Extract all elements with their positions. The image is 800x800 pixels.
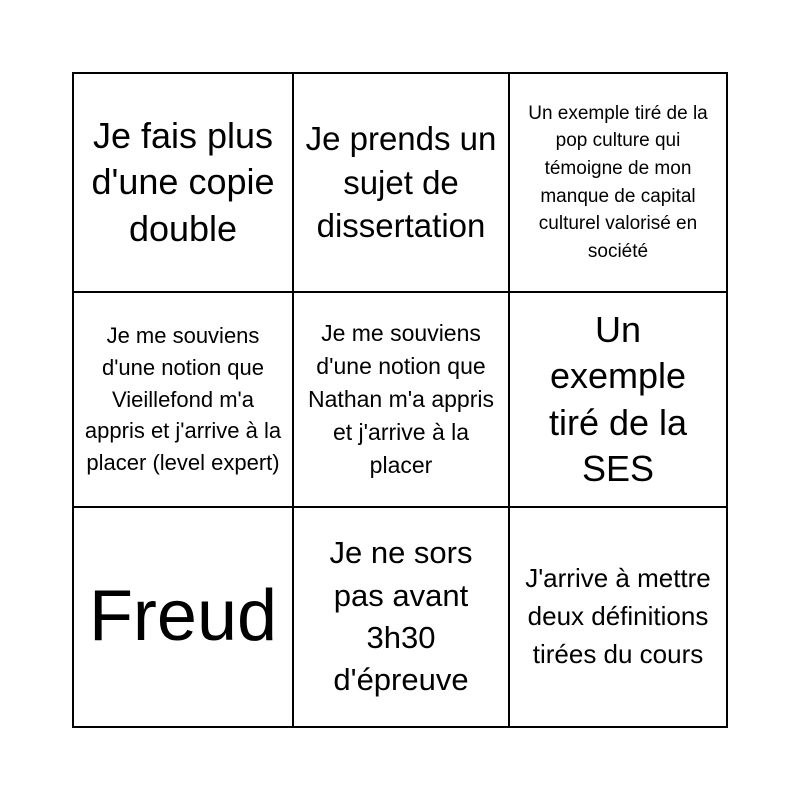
- cell-text: Un exemple tiré de la SES: [548, 308, 688, 489]
- cell-text: Je ne sors pas avant 3h30 d'épreuve: [329, 535, 473, 698]
- bingo-cell[interactable]: [74, 291, 292, 508]
- bingo-cell[interactable]: [292, 508, 510, 726]
- bingo-cell[interactable]: [510, 291, 726, 508]
- cell-text: Je me souviens d'une notion que Vieillefond m'a appris et j'arrive à la placer (level expert): [84, 322, 282, 476]
- bingo-cell[interactable]: [510, 74, 726, 291]
- cell-text: Un exemple tiré de la pop culture qui témoigne de mon manque de capital culturel valorisé en société: [528, 102, 708, 262]
- bingo-cell[interactable]: [510, 508, 726, 726]
- cell-text: J'arrive à mettre deux définitions tirées du cours: [525, 563, 711, 669]
- cell-text: Freud: [88, 576, 278, 657]
- bingo-cell[interactable]: [74, 508, 292, 726]
- cell-text: Je me souviens d'une notion que Nathan m'a appris et j'arrive à la placer: [308, 319, 494, 479]
- cell-text: Je fais plus d'une copie double: [91, 114, 275, 249]
- bingo-cell[interactable]: [74, 74, 292, 291]
- cell-text: Je prends un sujet de dissertation: [305, 119, 497, 245]
- bingo-board: [72, 72, 728, 728]
- bingo-cell[interactable]: [292, 291, 510, 508]
- bingo-cell[interactable]: [292, 74, 510, 291]
